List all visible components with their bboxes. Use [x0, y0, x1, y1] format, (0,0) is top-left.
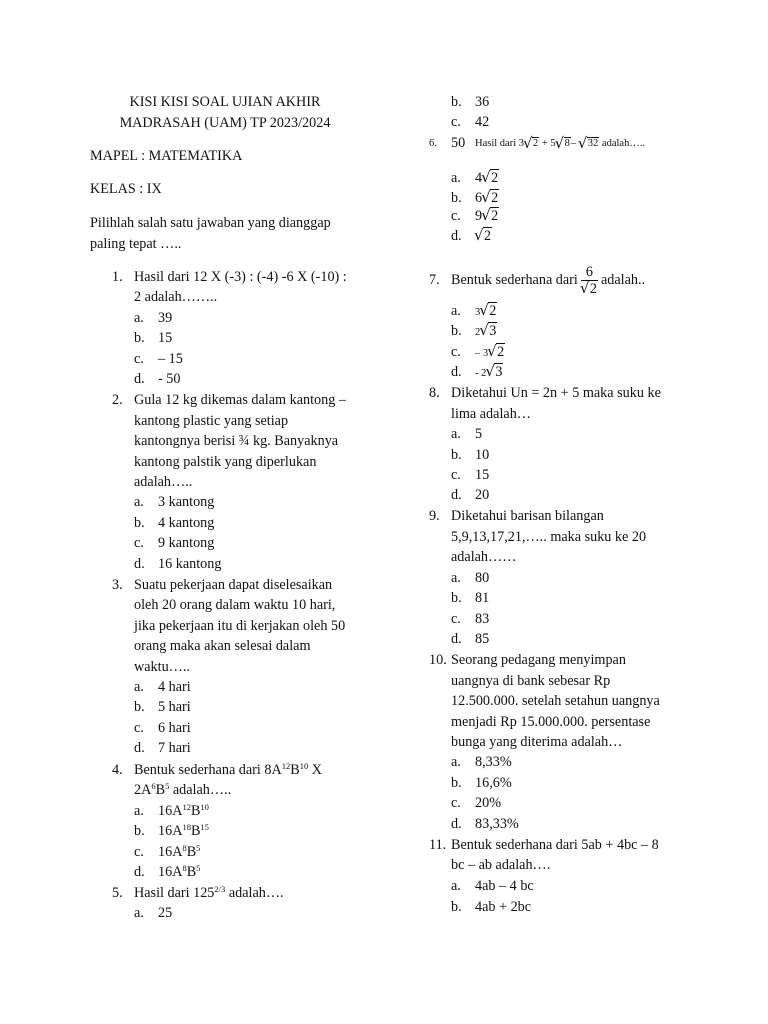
- question-text: adalah……: [451, 549, 517, 565]
- option-d: $16A^8B^5$: [158, 863, 201, 880]
- title-line-1: KISI KISI SOAL UJIAN AKHIR: [129, 94, 321, 110]
- option-b: 2√ 3: [475, 321, 497, 343]
- option-a: 3 kantong: [158, 494, 215, 510]
- question-text: 12.500.000. setelah setahun uangnya: [451, 693, 660, 709]
- option-a: 80: [475, 570, 490, 586]
- option-a: $16A^{12}B^{10}$: [158, 802, 209, 819]
- question-text: Bentuk sederhana dari 5ab + 4bc – 8: [451, 837, 659, 853]
- question-number: 8.: [429, 385, 440, 401]
- option-d: 83,33%: [475, 816, 519, 832]
- option-letter: c.: [451, 795, 461, 811]
- option-c: 42: [475, 114, 490, 130]
- option-b: 81: [475, 590, 490, 606]
- question-number: 6.: [429, 138, 437, 149]
- option-c: – 3√ 2: [475, 342, 505, 364]
- question-text: Hasil dari $125^{2/3}$ adalah….: [134, 884, 284, 901]
- option-letter: b.: [134, 515, 145, 531]
- option-letter: a.: [134, 494, 144, 510]
- option-b: 10: [475, 447, 490, 463]
- option-letter: d.: [451, 487, 462, 503]
- question-text: 2 adalah……..: [134, 289, 218, 305]
- question-text: Diketahui Un = 2n + 5 maka suku ke: [451, 385, 661, 401]
- question-text: Seorang pedagang menyimpan: [451, 652, 626, 668]
- option-a: 4√ 2: [475, 168, 499, 188]
- option-d: √ 2: [475, 226, 492, 246]
- question-text: Gula 12 kg dikemas dalam kantong –: [134, 392, 346, 408]
- question-text: Diketahui barisan bilangan: [451, 508, 604, 524]
- question-number: 10.: [429, 652, 447, 668]
- option-b: 36: [475, 94, 490, 110]
- option-letter: b.: [451, 323, 462, 339]
- option-a: 4 hari: [158, 679, 191, 695]
- option-letter: a.: [134, 679, 144, 695]
- option-letter: c.: [134, 720, 144, 736]
- option-letter: b.: [451, 775, 462, 791]
- option-letter: b.: [134, 330, 145, 346]
- question-text: kantongnya berisi ¾ kg. Banyaknya: [134, 433, 339, 449]
- option-a: 4ab – 4 bc: [475, 878, 534, 894]
- question-lead: 50: [451, 135, 466, 151]
- question-number: 9.: [429, 508, 440, 524]
- class-label: KELAS : IX: [90, 181, 162, 197]
- question-text: waktu…..: [134, 659, 190, 675]
- option-letter: d.: [134, 740, 145, 756]
- question-number: 1.: [112, 269, 123, 285]
- question-text: kantong palstik yang diperlukan: [134, 454, 317, 470]
- option-letter: b.: [451, 447, 462, 463]
- option-letter: a.: [134, 905, 144, 921]
- title-line-2: MADRASAH (UAM) TP 2023/2024: [119, 115, 331, 131]
- option-d: - 50: [158, 371, 181, 387]
- option-letter: c.: [451, 114, 461, 130]
- question-text: bc – ab adalah….: [451, 857, 551, 873]
- option-letter: d.: [134, 864, 145, 880]
- option-letter: a.: [451, 878, 461, 894]
- option-letter: a.: [451, 570, 461, 586]
- option-letter: c.: [451, 467, 461, 483]
- option-letter: a.: [134, 803, 144, 819]
- option-letter: a.: [451, 303, 461, 319]
- option-letter: b.: [451, 899, 462, 915]
- option-c: 9√ 2: [475, 206, 499, 226]
- instruction-line-1: Pilihlah salah satu jawaban yang dianggap: [90, 215, 331, 231]
- option-letter: b.: [451, 590, 462, 606]
- option-b: 5 hari: [158, 699, 191, 715]
- option-b: 15: [158, 330, 173, 346]
- option-letter: c.: [134, 535, 144, 551]
- option-b: 6√ 2: [475, 188, 499, 208]
- option-b: $16A^{18}B^{15}$: [158, 822, 209, 839]
- option-a: 25: [158, 905, 173, 921]
- option-a: 8,33%: [475, 754, 512, 770]
- question-text: uangnya di bank sebesar Rp: [451, 673, 611, 689]
- option-letter: d.: [451, 631, 462, 647]
- question-text: $2A^6B^5$ adalah…..: [134, 781, 232, 798]
- option-letter: d.: [451, 228, 462, 244]
- option-c: 20%: [475, 795, 502, 811]
- question-text: bunga yang diterima adalah…: [451, 734, 623, 750]
- option-letter: b.: [451, 94, 462, 110]
- option-b: 16,6%: [475, 775, 512, 791]
- option-letter: c.: [451, 611, 461, 627]
- option-letter: d.: [451, 816, 462, 832]
- option-a: 3√ 2: [475, 301, 497, 323]
- option-letter: a.: [451, 754, 461, 770]
- question-text: Suatu pekerjaan dapat diselesaikan: [134, 577, 333, 593]
- question-text: kantong plastic yang setiap: [134, 413, 289, 429]
- question-text: Bentuk sederhana dari 6 √ 2 adalah..: [451, 256, 645, 304]
- option-letter: b.: [451, 190, 462, 206]
- question-number: 11.: [429, 837, 447, 853]
- option-letter: c.: [451, 344, 461, 360]
- option-c: 6 hari: [158, 720, 191, 736]
- option-d: 85: [475, 631, 490, 647]
- option-letter: b.: [134, 699, 145, 715]
- question-text: orang maka akan selesai dalam: [134, 638, 311, 654]
- question-number: 7.: [429, 272, 440, 288]
- option-a: 5: [475, 426, 483, 442]
- option-b: 4 kantong: [158, 515, 215, 531]
- option-letter: d.: [134, 556, 145, 572]
- option-c: 15: [475, 467, 490, 483]
- question-number: 2.: [112, 392, 123, 408]
- option-d: 16 kantong: [158, 556, 222, 572]
- instruction-line-2: paling tepat …..: [90, 236, 182, 252]
- option-letter: d.: [451, 364, 462, 380]
- question-text: Hasil dari 3√ 2 + 5√ 8– √ 32 adalah…..: [475, 134, 645, 154]
- question-number: 5.: [112, 885, 123, 901]
- question-text: lima adalah…: [451, 406, 531, 422]
- question-number: 4.: [112, 762, 123, 778]
- question-number: 3.: [112, 577, 123, 593]
- option-c: – 15: [158, 351, 183, 367]
- option-letter: a.: [451, 426, 461, 442]
- option-b: 4ab + 2bc: [475, 899, 532, 915]
- option-letter: a.: [134, 310, 144, 326]
- option-letter: c.: [134, 351, 144, 367]
- option-c: 83: [475, 611, 490, 627]
- option-d: - 2√ 3: [475, 362, 503, 384]
- subject-label: MAPEL : MATEMATIKA: [90, 148, 243, 164]
- option-letter: c.: [451, 208, 461, 224]
- option-c: $16A^8B^5$: [158, 843, 201, 860]
- fraction: 6 √ 2: [581, 265, 598, 297]
- option-c: 9 kantong: [158, 535, 215, 551]
- question-text: adalah…..: [134, 474, 193, 490]
- option-a: 39: [158, 310, 173, 326]
- question-text: Hasil dari 12 X (-3) : (-4) -6 X (-10) :: [134, 269, 347, 285]
- option-letter: c.: [134, 844, 144, 860]
- option-d: 20: [475, 487, 490, 503]
- option-letter: d.: [134, 371, 145, 387]
- question-text: Bentuk sederhana dari $8A^{12}B^{10}$ X: [134, 761, 323, 778]
- question-text: jika pekerjaan itu di kerjakan oleh 50: [134, 618, 346, 634]
- option-d: 7 hari: [158, 740, 191, 756]
- question-text: 5,9,13,17,21,….. maka suku ke 20: [451, 529, 647, 545]
- question-text: menjadi Rp 15.000.000. persentase: [451, 714, 651, 730]
- option-letter: b.: [134, 823, 145, 839]
- question-text: oleh 20 orang dalam waktu 10 hari,: [134, 597, 336, 613]
- option-letter: a.: [451, 170, 461, 186]
